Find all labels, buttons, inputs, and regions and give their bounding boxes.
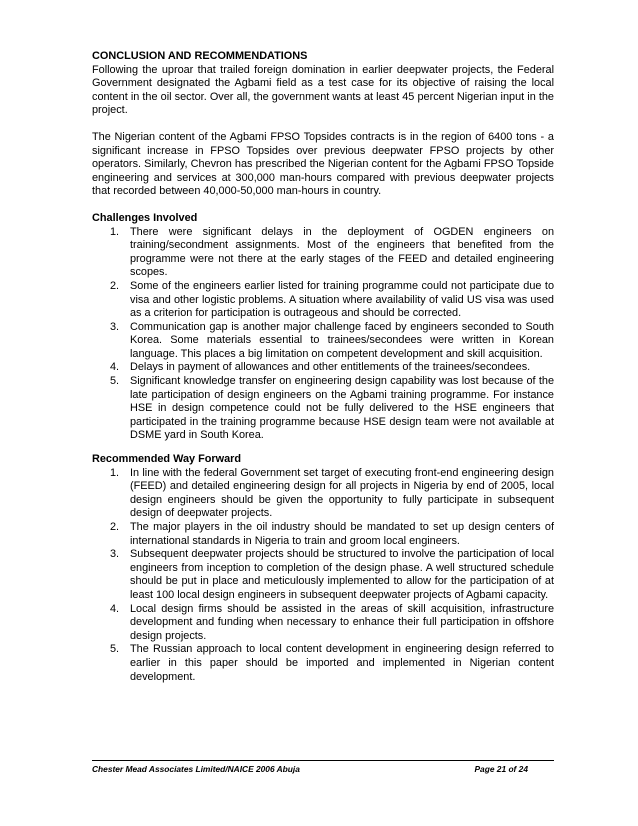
challenges-heading: Challenges Involved xyxy=(92,211,198,224)
list-item: 3. Communication gap is another major challenge faced by engineers seconded to South Korea. Some materials essential to trainees/secondees were written in Korean language. This places a big limitation on competent development and skill acquisition. xyxy=(110,320,554,360)
conclusion-paragraph-2: The Nigerian content of the Agbami FPSO Topsides contracts is in the region of 6400 tons - a significant increase in FPSO Topsides over previous deepwater FPSO projects by other operators. Similarly, Chevron has prescribed the Nigerian content for the Agbami FPSO Topside engineering and services at 300,000 man-hours compared with previous deepwater projects that recorded between 40,000-50,000 man-hours in country. xyxy=(92,130,554,198)
list-item: 5. Significant knowledge transfer on engineering design capability was lost because of the late participation of design engineers on the Agbami training programme. For instance HSE in design competence could not be fully delivered to the HSE engineers that participated in the training programme because HSE design team were not available at DSME yard in South Korea. xyxy=(110,375,554,442)
page-footer xyxy=(92,760,554,774)
footer-source: Chester Mead Associates Limited/NAICE 2006 Abuja xyxy=(92,764,300,774)
footer-page-number: Page 21 of 24 xyxy=(474,764,528,774)
document-page xyxy=(92,50,554,684)
list-item: 4. Local design firms should be assisted in the areas of skill acquisition, infrastructure development and funding when necessary to enhance their full participation in offshore design projects. xyxy=(110,602,554,642)
challenges-list xyxy=(92,226,554,444)
recommended-heading: Recommended Way Forward xyxy=(92,453,242,466)
list-item: 5. The Russian approach to local content development in engineering design referred to earlier in this paper should be imported and implemented in Nigerian content development. xyxy=(110,643,554,683)
list-item: 3. Subsequent deepwater projects should be structured to involve the participation of local engineers from inception to completion of the design phase. A well structured schedule should be put in place and meticulously implemented to allow for the participation of at least 100 local design engineers in subsequent deepwater projects of Agbami capacity. xyxy=(110,548,554,601)
list-item: 1. There were significant delays in the deployment of OGDEN engineers on training/secondment assignments. Most of the engineers that benefited from the programme were not there at the early stages of the FEED and detailed engineering scopes. xyxy=(110,225,554,279)
list-item: 4. Delays in payment of allowances and other entitlements of the trainees/secondees. xyxy=(110,361,531,374)
list-item: 1. In line with the federal Government set target of executing front-end engineering design (FEED) and detailed engineering design for all projects in Nigeria by end of 2005, local design engineers should be given the opportunity to fully participate in subsequent design of deepwater projects. xyxy=(110,466,554,520)
conclusion-paragraph-1: Following the uproar that trailed foreign domination in earlier deepwater projects, the Federal Government designated the Agbami field as a test case for its objective of raising the local content in the oil sector. Over all, the government wants at least 45 percent Nigerian input in the project. xyxy=(92,63,554,117)
list-item: 2. The major players in the oil industry should be mandated to set up design centers of international standards in Nigeria to train and groom local engineers. xyxy=(110,521,554,547)
conclusion-heading: CONCLUSION AND RECOMMENDATIONS xyxy=(92,50,308,62)
recommended-list xyxy=(92,467,554,685)
list-item: 2. Some of the engineers earlier listed for training programme could not participate due to visa and other logistic problems. A situation where availability of valid US visa was used as a criterion for participation is outrageous and should be corrected. xyxy=(110,279,554,320)
